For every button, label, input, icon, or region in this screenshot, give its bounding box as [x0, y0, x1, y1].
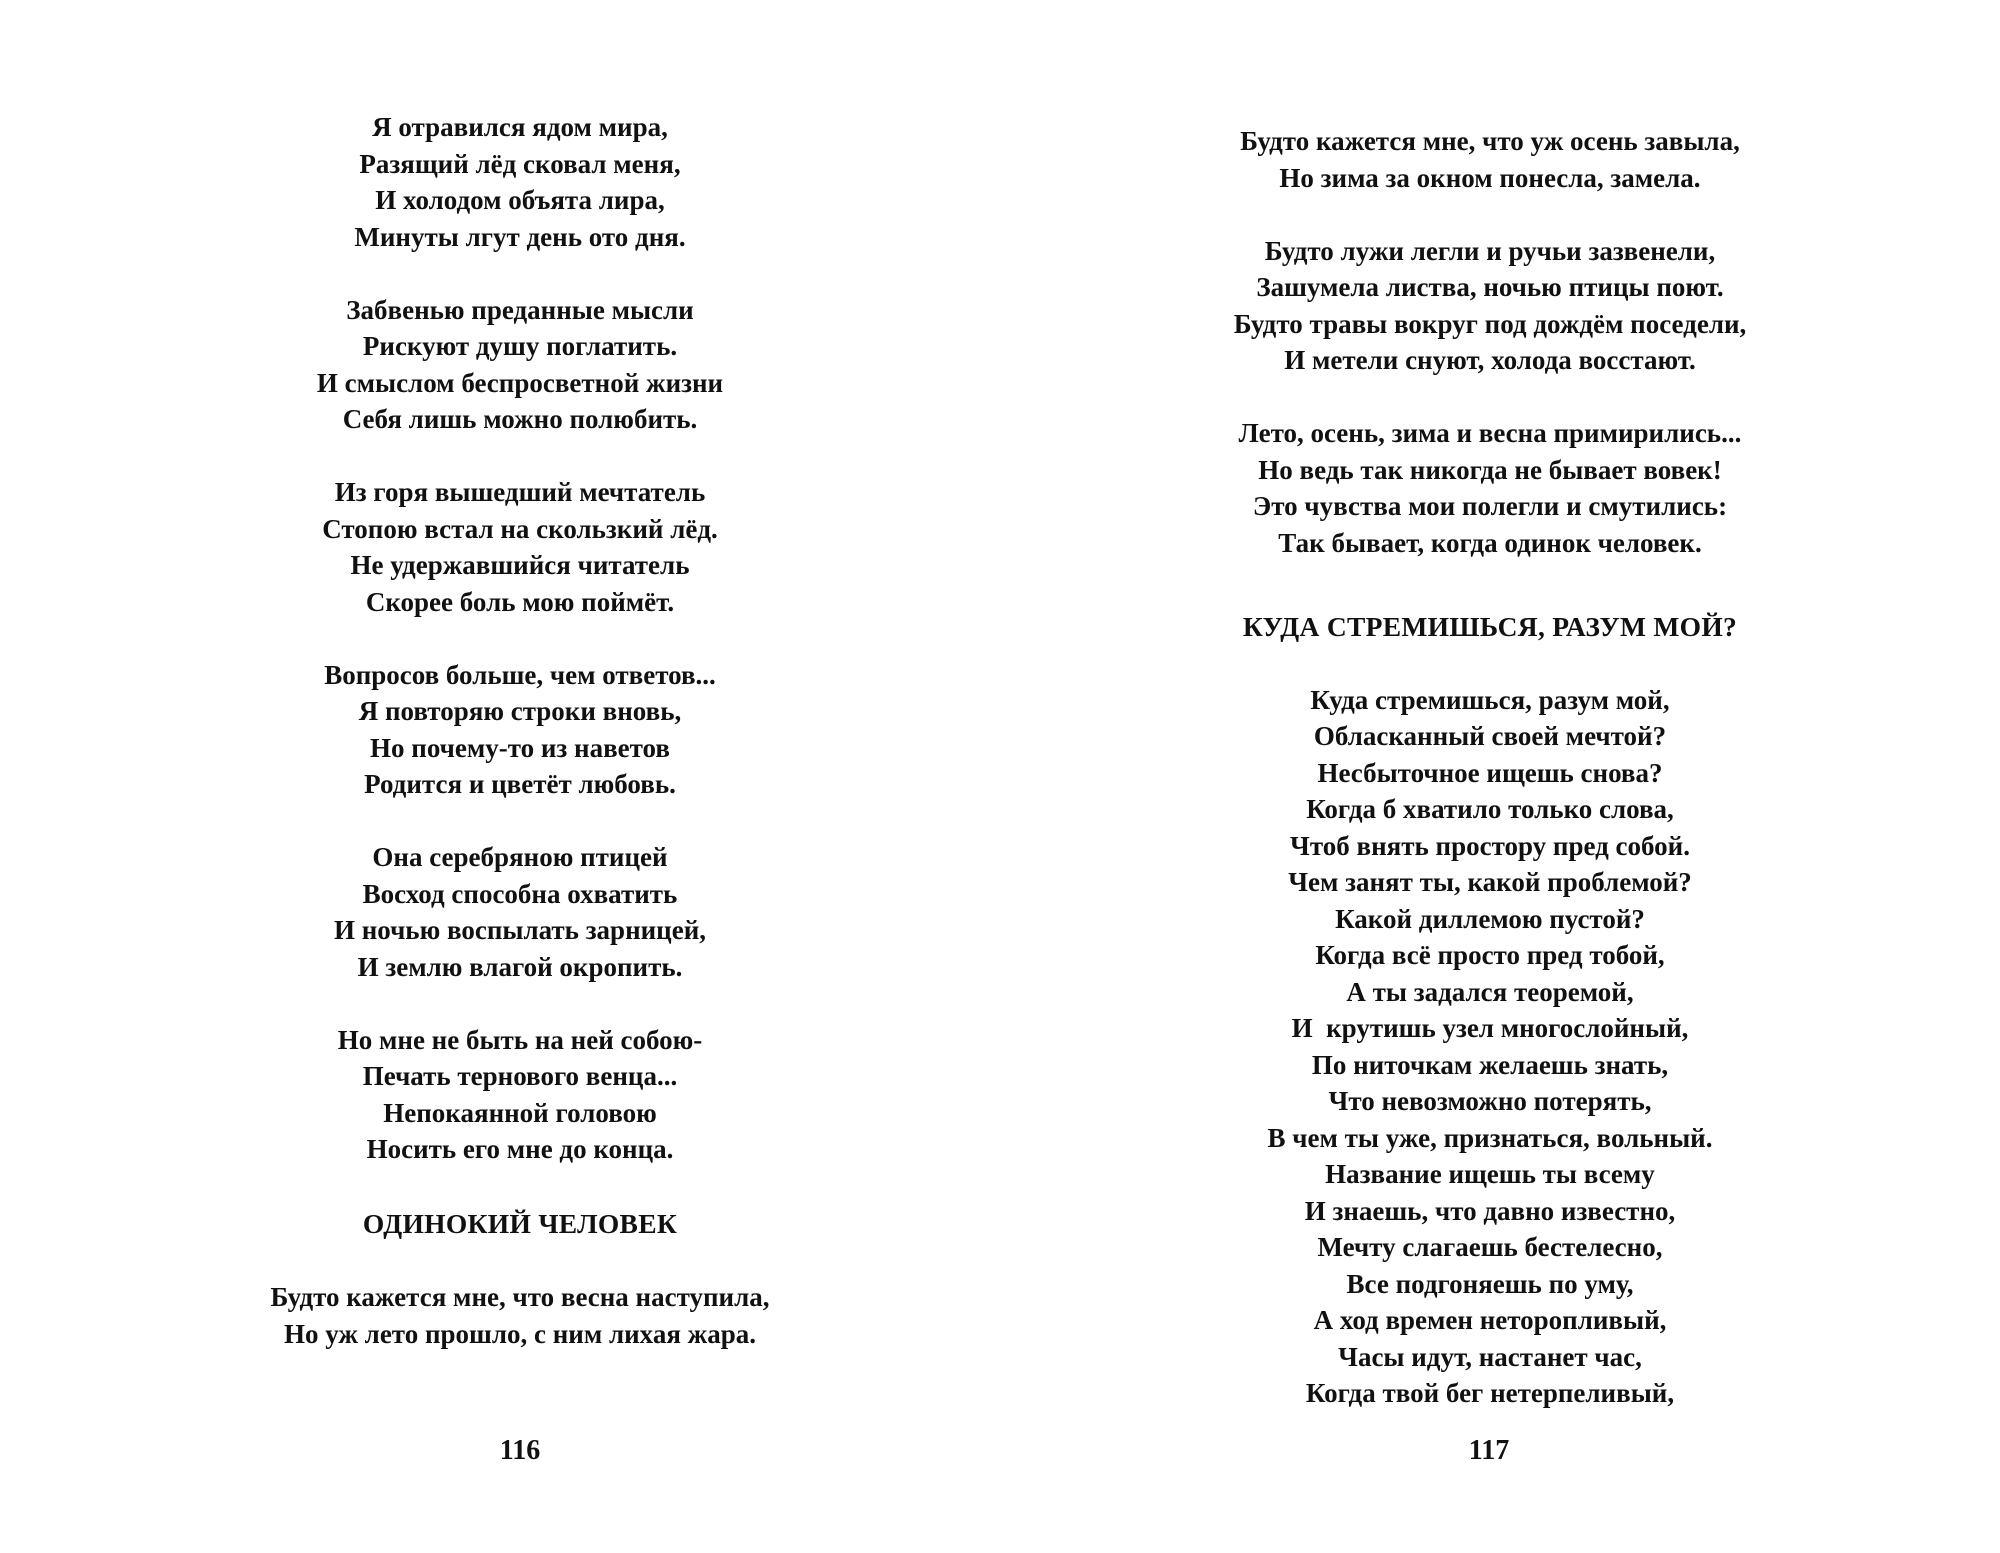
stanza	[1170, 682, 1810, 1412]
verse-line: И ночью воспылать зарницей,	[333, 915, 707, 945]
verse-line: Забвенью преданные мысли	[346, 294, 694, 325]
verse-line: Мечту слагаешь бестелесно,	[1317, 1232, 1663, 1262]
verse-line: Печать тернового венца...	[362, 1061, 678, 1091]
verse-line: И землю влагой окропить.	[357, 951, 683, 982]
verse-line: Зашумела листва, ночью птицы поют.	[1256, 272, 1724, 302]
verse-line: Стопою встал на скользкий лёд.	[322, 513, 718, 544]
verse-line: Непокаянной головою	[383, 1097, 657, 1128]
verse-line: Я отравился ядом мира,	[372, 112, 668, 142]
verse-line: Но мне не быть на ней собою-	[337, 1024, 703, 1055]
right-page-text	[1170, 123, 1810, 1412]
verse-line: Будто кажется мне, что весна наступила,	[270, 1282, 770, 1312]
verse-line: Но уж лето прошло, с ним лихая жара.	[283, 1318, 757, 1349]
verse-line: Все подгоняешь по уму,	[1346, 1268, 1634, 1299]
stanza	[200, 1279, 840, 1352]
verse-line: И метели снуют, холода восстают.	[1284, 345, 1696, 375]
verse-line: Лето, осень, зима и весна примирились...	[1238, 418, 1742, 448]
verse-line: Название ищешь ты всему	[1325, 1159, 1655, 1189]
stanza	[1170, 123, 1810, 196]
verse-line: Носить его мне до конца.	[366, 1134, 674, 1164]
verse-line: Вопросов больше, чем ответов...	[324, 659, 716, 690]
poem-title: КУДА СТРЕМИШЬСЯ, РАЗУМ МОЙ?	[1242, 611, 1738, 642]
left-page	[200, 0, 840, 1553]
verse-line: Что невозможно потерять,	[1328, 1086, 1652, 1116]
verse-line: А ход времен неторопливый,	[1313, 1305, 1667, 1335]
verse-line: Будто кажется мне, что уж осень завыла,	[1240, 126, 1740, 156]
stanza	[1170, 415, 1810, 561]
verse-line: Когда всё просто пред тобой,	[1315, 940, 1665, 970]
verse-line: Минуты лгут день ото дня.	[354, 221, 686, 252]
verse-line: Она серебряною птицей	[372, 842, 668, 872]
verse-line: Какой диллемою пустой?	[1335, 903, 1645, 934]
stanza	[1170, 233, 1810, 379]
verse-line: Я повторяю строки вновь,	[358, 696, 682, 726]
verse-line: И холодом объята лира,	[375, 185, 665, 215]
verse-line: Чтоб внять простору пред собой.	[1290, 830, 1690, 861]
stanza	[200, 292, 840, 438]
stanza	[200, 1022, 840, 1168]
verse-line: Когда б хватило только слова,	[1306, 794, 1674, 824]
verse-line: Восход способна охватить	[362, 878, 678, 909]
stanza	[200, 839, 840, 985]
verse-line: Но ведь так никогда не бывает вовек!	[1258, 454, 1722, 485]
verse-line: Скорее боль мою поймёт.	[365, 586, 675, 617]
verse-line: Разящий лёд сковал меня,	[359, 148, 681, 179]
stanza	[200, 657, 840, 803]
verse-line: Будто лужи легли и ручьи зазвенели,	[1264, 235, 1716, 266]
verse-line: И крутишь узел многослойный,	[1291, 1013, 1689, 1043]
verse-line: Но почему-то из наветов	[370, 732, 670, 763]
poem-title: ОДИНОКИЙ ЧЕЛОВЕК	[362, 1207, 678, 1239]
verse-line: Часы идут, настанет час,	[1338, 1341, 1642, 1372]
stanza	[200, 109, 840, 255]
page-number: 117	[1468, 1435, 1510, 1466]
verse-line: Не удержавшийся читатель	[350, 550, 690, 580]
stanza	[200, 474, 840, 620]
verse-line: Обласканный своей мечтой?	[1313, 721, 1667, 751]
verse-line: Несбыточное ищешь снова?	[1317, 757, 1663, 788]
verse-line: Так бывает, когда одинок человек.	[1278, 527, 1702, 558]
verse-line: Родится и цветёт любовь.	[364, 769, 676, 799]
verse-line: Чем занят ты, какой проблемой?	[1288, 867, 1692, 897]
verse-line: Это чувства мои полегли и смутились:	[1252, 491, 1728, 521]
verse-line: Из горя вышедший мечтатель	[334, 477, 706, 507]
verse-line: Когда твой бег нетерпеливый,	[1305, 1378, 1675, 1408]
verse-line: Рискуют душу поглатить.	[362, 331, 678, 361]
verse-line: А ты задался теоремой,	[1346, 976, 1634, 1007]
right-page	[1170, 0, 1810, 1553]
verse-line: Себя лишь можно полюбить.	[342, 404, 698, 434]
verse-line: В чем ты уже, признаться, вольный.	[1267, 1122, 1713, 1153]
verse-line: По ниточкам желаешь знать,	[1311, 1049, 1669, 1080]
verse-line: Куда стремишься, разум мой,	[1310, 684, 1670, 715]
left-page-text	[200, 109, 840, 1352]
verse-line: Будто травы вокруг под дождём поседели,	[1233, 308, 1747, 339]
verse-line: Но зима за окном понесла, замела.	[1279, 162, 1701, 193]
verse-line: И знаешь, что давно известно,	[1304, 1195, 1676, 1226]
verse-line: И смыслом беспросветной жизни	[316, 367, 724, 398]
page-number: 116	[499, 1435, 541, 1466]
